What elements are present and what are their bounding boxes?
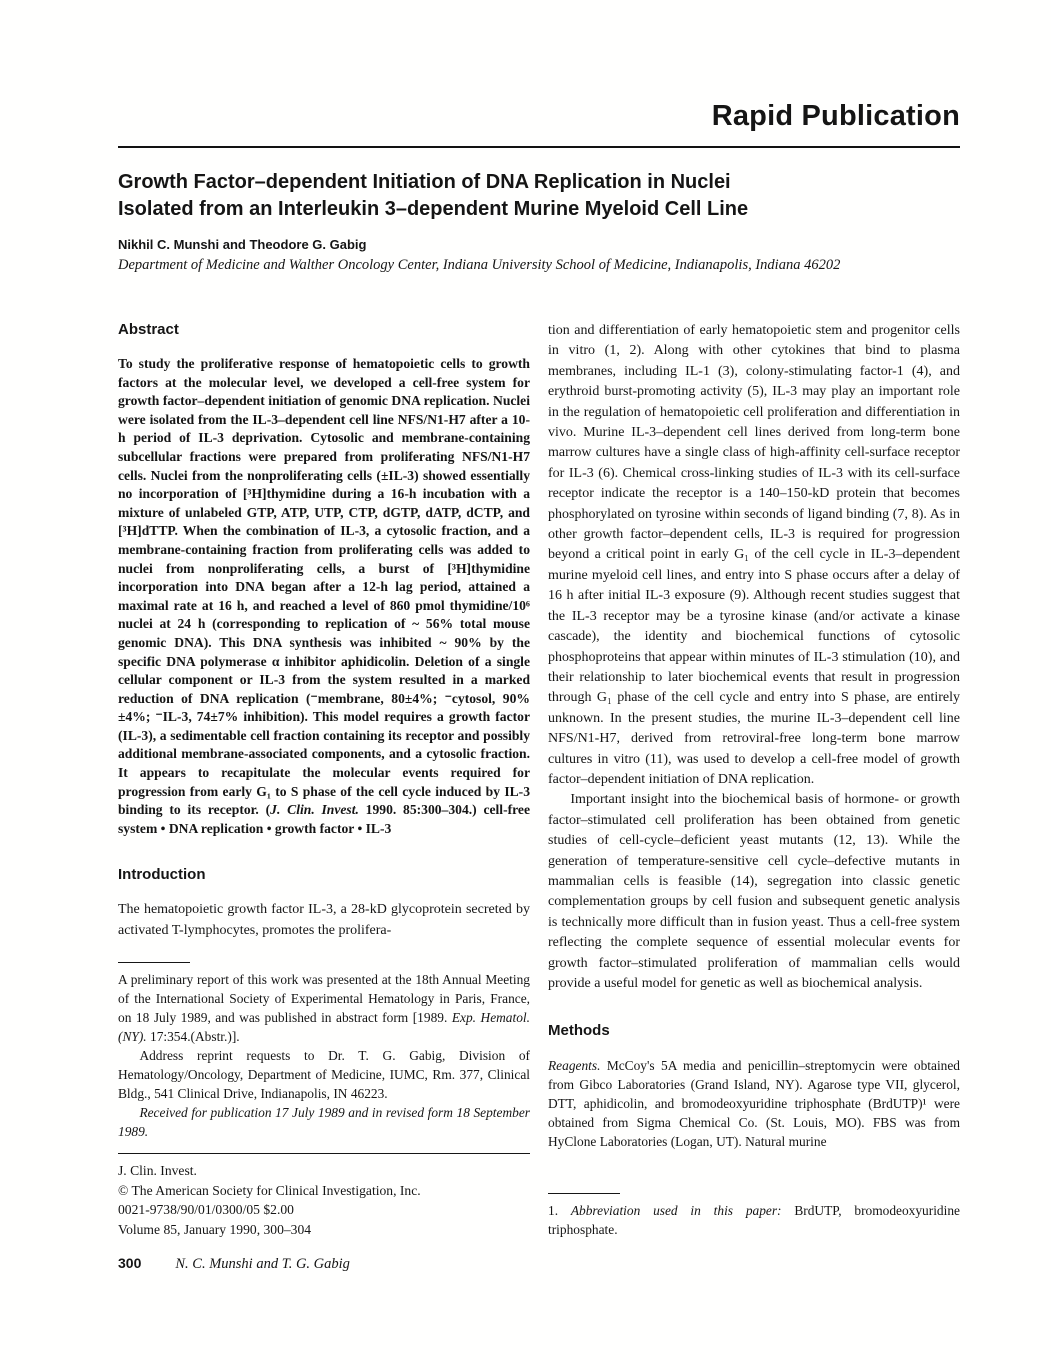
footnote-preliminary-report: A preliminary report of this work was presented at the 18th Annual Meeting of the International Society of Experimental Hematology in Paris, France, on 18 July 1989, and was published in abstract form [1989. Exp. Hematol. (NY). 17:354.(Abstr.)].: [118, 972, 530, 1044]
issn-price-line: 0021-9738/90/01/0300/05 $2.00: [118, 1202, 294, 1217]
journal-info-block: [118, 1161, 530, 1239]
running-title: N. C. Munshi and T. G. Gabig: [175, 1256, 350, 1272]
footnote-reprint-requests: Address reprint requests to Dr. T. G. Gabig, Division of Hematology/Oncology, Department of Medicine, IUMC, Rm. 377, Clinical Bldg., 541 Clinical Drive, Indianapolis, IN 46223.: [118, 1048, 530, 1101]
abbreviation-footnote: 1. Abbreviation used in this paper: BrdUTP, bromodeoxyuridine triphosphate.: [548, 1203, 960, 1237]
title-footnote-block: [118, 962, 530, 1239]
journal-name: J. Clin. Invest.: [118, 1163, 197, 1178]
publication-type-banner: Rapid Publication: [711, 100, 960, 132]
journal-info-rule: [118, 1153, 530, 1154]
volume-line: Volume 85, January 1990, 300–304: [118, 1221, 312, 1237]
article-title-line2: Isolated from an Interleukin 3–dependent Murine Myeloid Cell Line: [118, 198, 749, 220]
copyright-line: © The American Society for Clinical Investigation, Inc.: [118, 1182, 421, 1198]
abstract-paragraph: To study the proliferative response of hematopoietic cells to growth factors at the molecular level, we developed a cell-free system for growth factor–dependent initiation of genomic DNA replication. Nuclei were isolated from the IL-3–dependent cell line NFS/N1-H7 after a 10-h period of IL-3 deprivation. Cytosolic and membrane-containing subcellular fractions were prepared from proliferating NFS/N1-H7 cells. Nuclei from the nonproliferating cells (±IL-3) showed essentially no incorporation of [³H]thymidine during a 16-h incubation with a mixture of unlabeled GTP, ATP, UTP, CTP, dGTP, dATP, dCTP, and [³H]dTTP. When the combination of IL-3, a cytosolic fraction, and a membrane-containing fraction from proliferating cells was added to nuclei from nonproliferating cells, a burst of [³H]thymidine incorporation into DNA began after a 12-h lag period, attained a maximal rate at 16 h, and reached a level of 860 pmol thymidine/10⁶ nuclei at 24 h (corresponding to replication of ~ 56% total mouse genomic DNA). This DNA synthesis was inhibited ~ 90% by the specific DNA polymerase α inhibitor aphidicolin. Deletion of a single cellular component or IL-3 from the system resulted in a marked reduction of DNA replication (⁻membrane, 80±4%; ⁻cytosol, 90%±4%; ⁻IL-3, 74±7% inhibition). This model requires a growth factor (IL-3), a sedimentable cell fraction containing its receptor and possibly additional membrane-associated components, and a cytosolic fraction. It appears to recapitulate the molecular events required for progression from early G₁ to S phase of the cell cycle induced by IL-3 binding to its receptor. (J. Clin. Invest. 1990. 85:300–304.) cell-free system • DNA replication • growth factor • IL-3: [118, 356, 530, 836]
affiliation: Department of Medicine and Walther Oncology Center, Indiana University School of Medicine, Indianapolis, Indiana 46202: [118, 257, 841, 273]
page-number: 300: [118, 1255, 142, 1271]
left-column: [118, 321, 530, 1239]
methods-heading: Methods: [548, 1022, 610, 1040]
introduction-second-paragraph: Important insight into the biochemical basis of hormone- or growth factor–stimulated cell proliferation has been obtained from genetic studies of cell-cycle–deficient yeast mutants (12, 13). While the generation of temperature-sensitive cell cycle–defective mutants in mammalian cells is feasible (14), segregation into classic genetic complementation groups by cell fusion and subsequent genetic analysis is technically more difficult than in fusion yeast. Thus a cell-free system reflecting the complete sequence of essential molecular events for growth factor–stimulated proliferation of mammalian cells would provide a useful model for genetic as well as biochemical analysis.: [548, 792, 960, 991]
abstract-heading: Abstract: [118, 321, 179, 338]
right-column: [548, 321, 960, 1239]
footnote-separator-rule: [118, 962, 190, 963]
introduction-heading: Introduction: [118, 866, 206, 884]
article-title: [118, 169, 960, 223]
reagents-paragraph: Reagents. McCoy's 5A media and penicillin–streptomycin were obtained from Gibco Laboratories (Grand Island, NY). Agarose type VII, glycerol, DTT, aphidicolin, and bromodeoxyuridine triphosphate (BrdUTP)¹ were obtained from Sigma Chemical Co. (St. Louis, MO). FBS was from HyClone Laboratories (Logan, UT). Natural murine: [548, 1058, 960, 1150]
header-rule: [118, 146, 960, 148]
page-footer: [118, 1255, 960, 1273]
two-column-body: [118, 321, 960, 1239]
abbreviation-footnote-rule: [548, 1193, 620, 1194]
footnote-received-dates: Received for publication 17 July 1989 and in revised form 18 September 1989.: [118, 1105, 530, 1139]
abbreviation-footnote-block: [548, 1193, 960, 1239]
introduction-continuation-paragraph: tion and differentiation of early hematopoietic stem and progenitor cells in vitro (1, 2). Along with other cytokines that bind to plasma membranes, including IL-1 (3), colony-stimulating factor-1 (4), and erythroid burst-promoting activity (5), IL-3 may play an important role in the regulation of hematopoietic cell proliferation and differentiation in vivo. Murine IL-3–dependent cell lines derived from long-term bone marrow cultures have a single class of high-affinity cell-surface receptor for IL-3 (6). Chemical cross-linking studies of IL-3 with its cell-surface receptor indicate the receptor is a 140–150-kD protein that becomes phosphorylated on tyrosine within seconds of ligand binding (7, 8). As in other growth factor–dependent cells, IL-3 is required for progression beyond a critical point in early G₁ of the cell cycle in IL-3–dependent murine myeloid cell lines, and entry into S phase occurs after a delay of 16 h after initial IL-3 exposure (9). Although recent studies suggest that the IL-3 receptor may be a tyrosine kinase (and/or activate a kinase cascade), the identity and biochemical functions of cytosolic phosphoproteins that appear within minutes of IL-3 stimulation (10), and their relationship to later biochemical events that result in progression through G₁ phase of the cell cycle and entry into S phase, are entirely unknown. In the present studies, the murine IL-3–dependent cell line NFS/N1-H7, derived from retroviral-free long-term bone marrow cultures in vitro (11), was used to develop a cell-free model of growth factor–dependent initiation of DNA replication.: [548, 323, 960, 787]
article-title-line1: Growth Factor–dependent Initiation of DNA Replication in Nuclei: [118, 171, 731, 193]
introduction-paragraph: The hematopoietic growth factor IL-3, a 28-kD glycoprotein secreted by activated T-lymphocytes, promotes the prolifera-: [118, 902, 530, 938]
authors: Nikhil C. Munshi and Theodore G. Gabig: [118, 237, 367, 252]
